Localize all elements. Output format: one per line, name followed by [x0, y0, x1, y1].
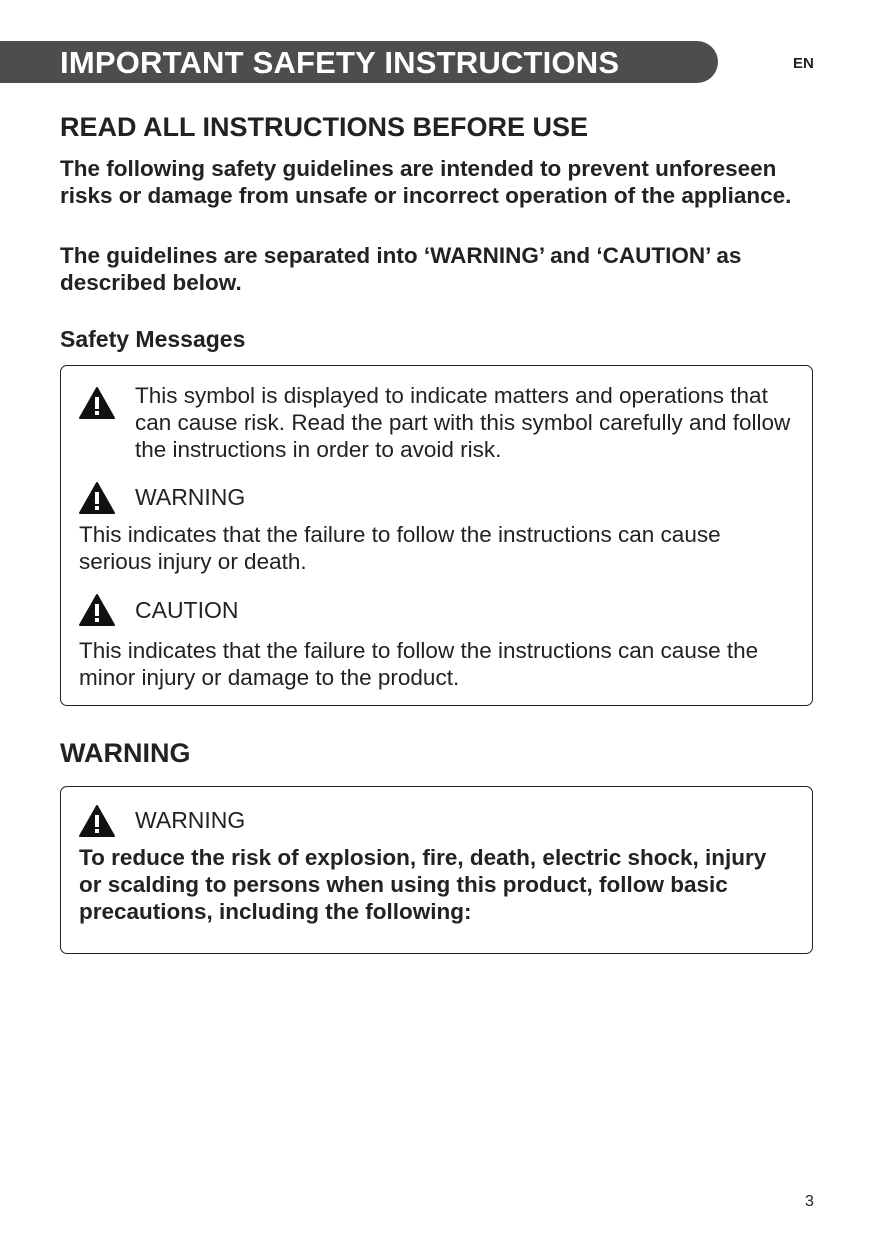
warning-box-label: WARNING [135, 807, 246, 833]
section-heading: READ ALL INSTRUCTIONS BEFORE USE [60, 112, 589, 142]
page-title-banner [0, 41, 718, 83]
warning-triangle-icon [78, 386, 116, 420]
warning-triangle-icon [78, 804, 116, 838]
symbol-description: This symbol is displayed to indicate matters and operations that can cause risk. Read the part with this symbol carefully and follow the instructions in order to avoid risk. [135, 383, 791, 462]
warning-triangle-icon [78, 481, 116, 515]
page-title: IMPORTANT SAFETY INSTRUCTIONS [60, 45, 620, 80]
language-indicator: EN [793, 55, 814, 72]
safety-messages-box [60, 365, 813, 706]
intro-paragraph-2: The guidelines are separated into ‘WARNING’ and ‘CAUTION’ as described below. [60, 243, 742, 295]
safety-messages-heading: Safety Messages [60, 326, 246, 352]
warning-label: WARNING [135, 484, 246, 510]
caution-triangle-icon [78, 593, 116, 627]
page-number: 3 [805, 1193, 814, 1210]
caution-label: CAUTION [135, 597, 239, 623]
intro-paragraph: The following safety guidelines are intended to prevent unforeseen risks or damage from unsafe or incorrect operation of the appliance. [60, 156, 792, 208]
warning-heading: WARNING [60, 738, 191, 768]
warning-description: This indicates that the failure to follow the instructions can cause serious injury or death. [79, 522, 721, 574]
warning-box-text: To reduce the risk of explosion, fire, death, electric shock, injury or scalding to persons when using this product, follow basic precautions, including the following: [79, 845, 767, 924]
caution-description: This indicates that the failure to follow the instructions can cause the minor injury or damage to the product. [79, 638, 759, 690]
warning-box [60, 786, 813, 954]
